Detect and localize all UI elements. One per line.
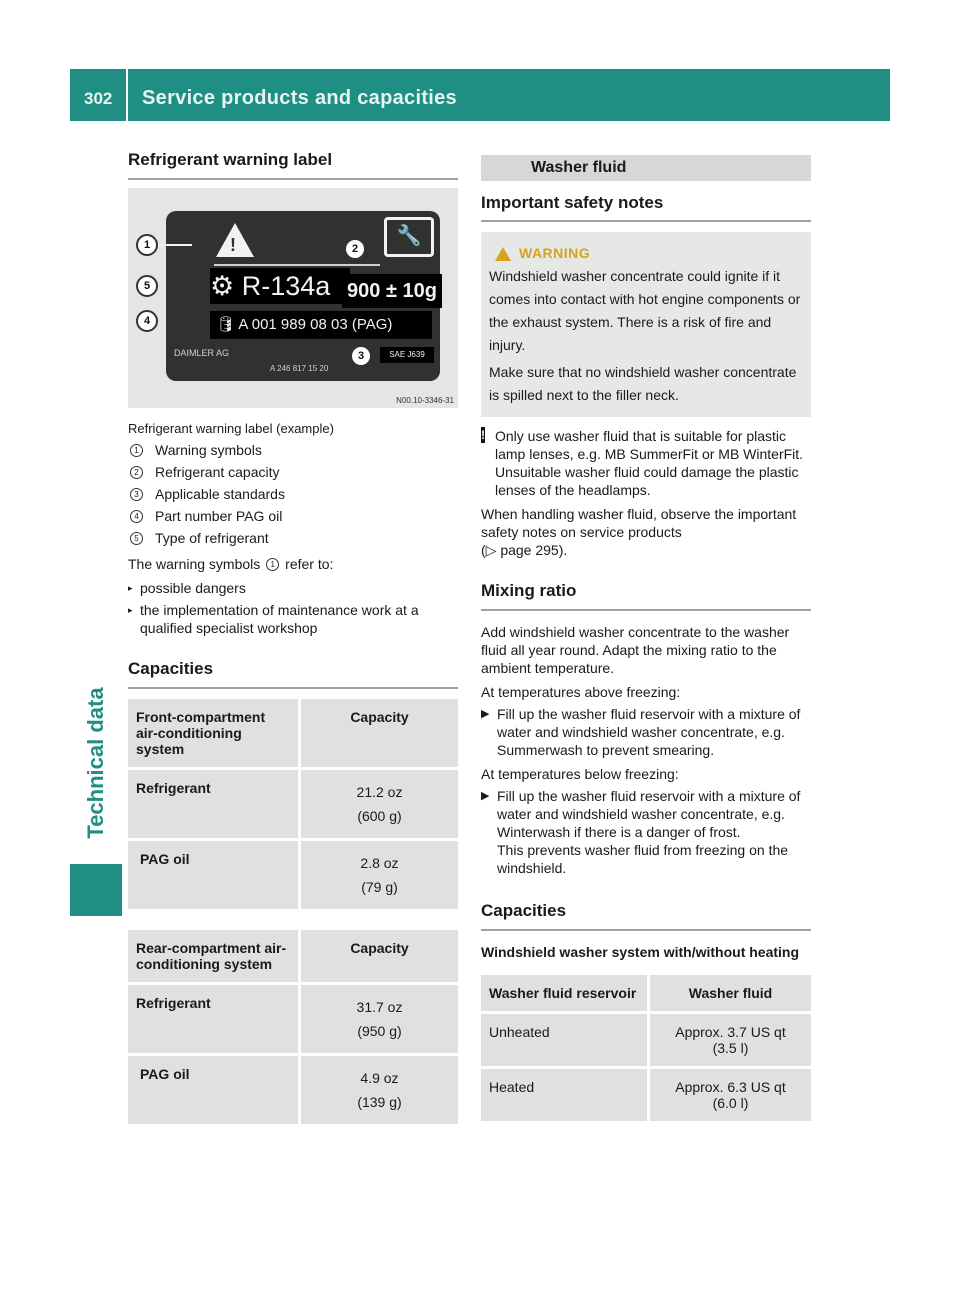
callout-2: 2 bbox=[344, 238, 366, 260]
table-row: Heated Approx. 6.3 US qt (6.0 l) bbox=[481, 1069, 811, 1124]
section-title-safety: Important safety notes bbox=[481, 193, 811, 222]
side-tab-block bbox=[70, 864, 122, 916]
table-header-cell: Washer fluid reservoir bbox=[481, 975, 650, 1014]
exclamation-icon: ! bbox=[481, 428, 485, 442]
section-title-refrigerant-label: Refrigerant warning label bbox=[128, 150, 458, 180]
table-row: Refrigerant 21.2 oz (600 g) bbox=[128, 770, 458, 841]
handling-text: When handling washer fluid, observe the important safety notes on service products (▷ page 295). bbox=[481, 506, 797, 558]
bullet-item: ▸ possible dangers bbox=[128, 580, 246, 596]
callout-3: 3 bbox=[350, 345, 372, 367]
below-freezing-label: At temperatures below freezing: bbox=[481, 766, 679, 782]
table-row: PAG oil 4.9 oz (139 g) bbox=[128, 1056, 458, 1127]
section-title-mixing: Mixing ratio bbox=[481, 581, 811, 611]
page-reference-link[interactable]: (▷ page 295). bbox=[481, 542, 568, 558]
standard-box: SAE J639 bbox=[380, 347, 434, 363]
image-code: N00.10-3346-31 bbox=[396, 396, 454, 405]
bullet-item: ▸ the implementation of maintenance work at a qualified specialist workshop bbox=[128, 602, 419, 636]
refrigerant-label-image bbox=[128, 188, 458, 408]
above-freezing-label: At temperatures above freezing: bbox=[481, 684, 681, 700]
left-column bbox=[128, 150, 458, 1127]
table-header-cell: Front-compartment air-conditioning system bbox=[128, 699, 301, 770]
section-band-washer-fluid: Washer fluid bbox=[481, 155, 811, 181]
mixing-text: Add windshield washer concentrate to the washer fluid all year round. Adapt the mixing ratio to the ambient temperature. bbox=[481, 624, 790, 676]
maker-text: DAIMLER AG bbox=[174, 348, 230, 358]
table-header-cell: Washer fluid bbox=[650, 975, 811, 1014]
plate-code: A 246 817 15 20 bbox=[270, 364, 329, 373]
table-header-cell: Rear-compartment air-conditioning system bbox=[128, 930, 301, 985]
refer-intro: The warning symbols 1 refer to: bbox=[128, 556, 334, 572]
side-tab-label: Technical data bbox=[83, 687, 108, 839]
table-header-cell: Capacity bbox=[301, 930, 458, 985]
legend-list bbox=[128, 439, 458, 549]
image-caption: Refrigerant warning label (example) bbox=[128, 421, 334, 436]
table-header-cell: Capacity bbox=[301, 699, 458, 770]
refrigerant-type-box: ⚙ R-134a bbox=[210, 268, 350, 304]
callout-1: 1 bbox=[136, 234, 158, 256]
warning-label: WARNING bbox=[519, 245, 591, 261]
label-plate: ! 🔧 ⚙ R-134a 900 ± 10g 🛢 A 001 989 08 03 (PAG) DAIMLER AG SAE J639 A 246 817 15 20 bbox=[166, 211, 440, 381]
page-number: 302 bbox=[84, 89, 113, 108]
rear-capacity-table bbox=[128, 930, 458, 1127]
legend-item: 2 Refrigerant capacity bbox=[128, 461, 458, 483]
step-item: ▶ Fill up the washer fluid reservoir with a mixture of water and windshield washer concentrate, e.g. Winterwash if there is a danger of frost. This prevents washer fluid from freezing on the windshield. bbox=[481, 788, 801, 876]
front-capacity-table bbox=[128, 699, 458, 912]
table-row: PAG oil 2.8 oz (79 g) bbox=[128, 841, 458, 912]
part-number-box: 🛢 A 001 989 08 03 (PAG) bbox=[210, 311, 432, 339]
system-title: Windshield washer system with/without heating bbox=[481, 944, 800, 960]
table-row: Unheated Approx. 3.7 US qt (3.5 l) bbox=[481, 1014, 811, 1069]
right-column bbox=[481, 155, 811, 1124]
legend-item: 5 Type of refrigerant bbox=[128, 527, 458, 549]
table-row: Refrigerant 31.7 oz (950 g) bbox=[128, 985, 458, 1056]
wrench-manual-icon: 🔧 bbox=[384, 217, 434, 257]
legend-item: 1 Warning symbols bbox=[128, 439, 458, 461]
page-title: Service products and capacities bbox=[142, 87, 457, 109]
section-title-washer-capacities: Capacities bbox=[481, 901, 811, 931]
warning-text: Make sure that no windshield washer concentrate is spilled next to the filler neck. bbox=[489, 364, 797, 403]
warning-triangle-icon bbox=[495, 247, 511, 261]
refrigerant-quantity-box: 900 ± 10g bbox=[342, 274, 442, 308]
callout-5: 5 bbox=[136, 275, 158, 297]
legend-item: 4 Part number PAG oil bbox=[128, 505, 458, 527]
step-item: ▶ Fill up the washer fluid reservoir with a mixture of water and windshield washer concentrate, e.g. Summerwash to prevent smearing. bbox=[481, 706, 801, 758]
legend-item: 3 Applicable standards bbox=[128, 483, 458, 505]
section-title-capacities: Capacities bbox=[128, 659, 458, 689]
warning-text: Windshield washer concentrate could ignite if it comes into contact with hot engine components or the exhaust system. There is a risk of fire and injury. bbox=[489, 268, 801, 353]
page-header bbox=[70, 69, 890, 121]
header-divider bbox=[126, 69, 128, 121]
warning-box bbox=[481, 232, 811, 417]
note: ! Only use washer fluid that is suitable for plastic lamp lenses, e.g. MB SummerFit or MB WinterFit. Unsuitable washer fluid could damage the plastic lenses of the headlamps. bbox=[481, 428, 804, 498]
callout-4: 4 bbox=[136, 310, 158, 332]
washer-capacity-table bbox=[481, 975, 811, 1124]
